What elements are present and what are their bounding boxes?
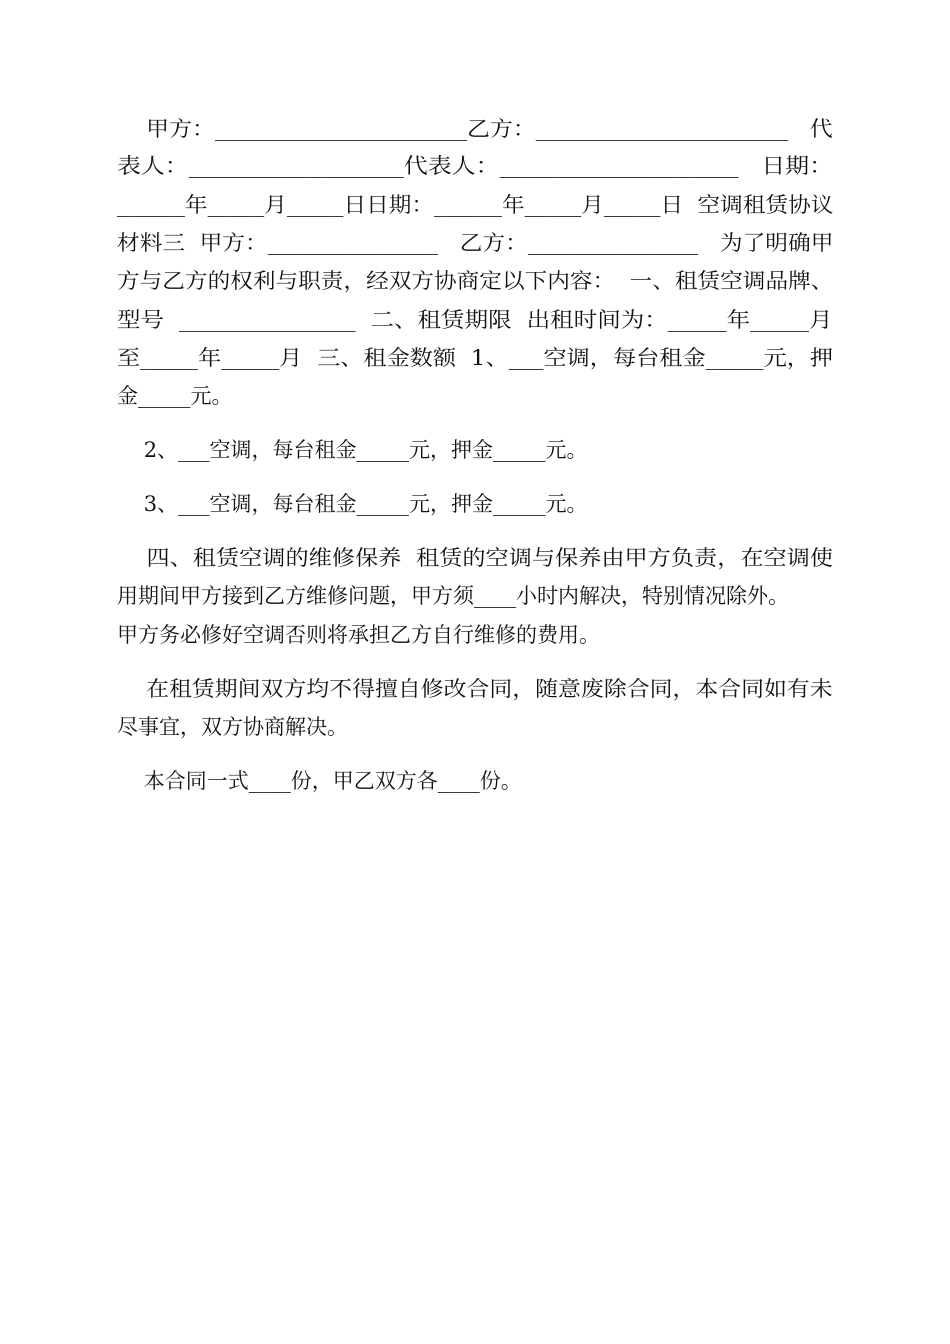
text-line: 用期间甲方接到乙方维修问题，甲方须____小时内解决，特别情况除外。: [117, 584, 789, 608]
text-line: 型号 _______________ 二、租赁期限 出租时间为：_____年_____月: [117, 308, 833, 332]
text-line: 金_____元。: [117, 384, 233, 408]
text-line: 方与乙方的权利与职责，经双方协商定以下内容： 一、租赁空调品牌、: [117, 269, 834, 293]
text-line: 甲方：______________________乙方：______________________ 代: [117, 117, 833, 141]
text-line: 3、___空调，每台租金_____元，押金_____元。: [117, 492, 588, 516]
text-line: 四、租赁空调的维修保养 租赁的空调与保养由甲方负责，在空调使: [117, 546, 834, 570]
text-line: 甲方务必修好空调否则将承担乙方自行维修的费用。: [117, 623, 600, 647]
text-line: 至_____年_____月 三、租金数额 1、___空调，每台租金_____元，押: [117, 346, 834, 370]
text-line: 表人：__________________代表人：____________________ 日期：: [117, 154, 834, 178]
text-line: 2、___空调，每台租金_____元，押金_____元。: [117, 438, 588, 462]
text-line: 尽事宜，双方协商解决。: [117, 715, 348, 739]
text-line: 本合同一式____份，甲乙双方各____份。: [117, 769, 522, 793]
text-line: 材料三 甲方：_______________ 乙方：_______________ 为了明确甲: [117, 231, 834, 255]
text-line: ______年_____月_____日日期：______年_____月_____日 空调租赁协议: [117, 193, 834, 217]
text-line: 在租赁期间双方均不得擅自修改合同，随意废除合同，本合同如有未: [117, 677, 833, 701]
